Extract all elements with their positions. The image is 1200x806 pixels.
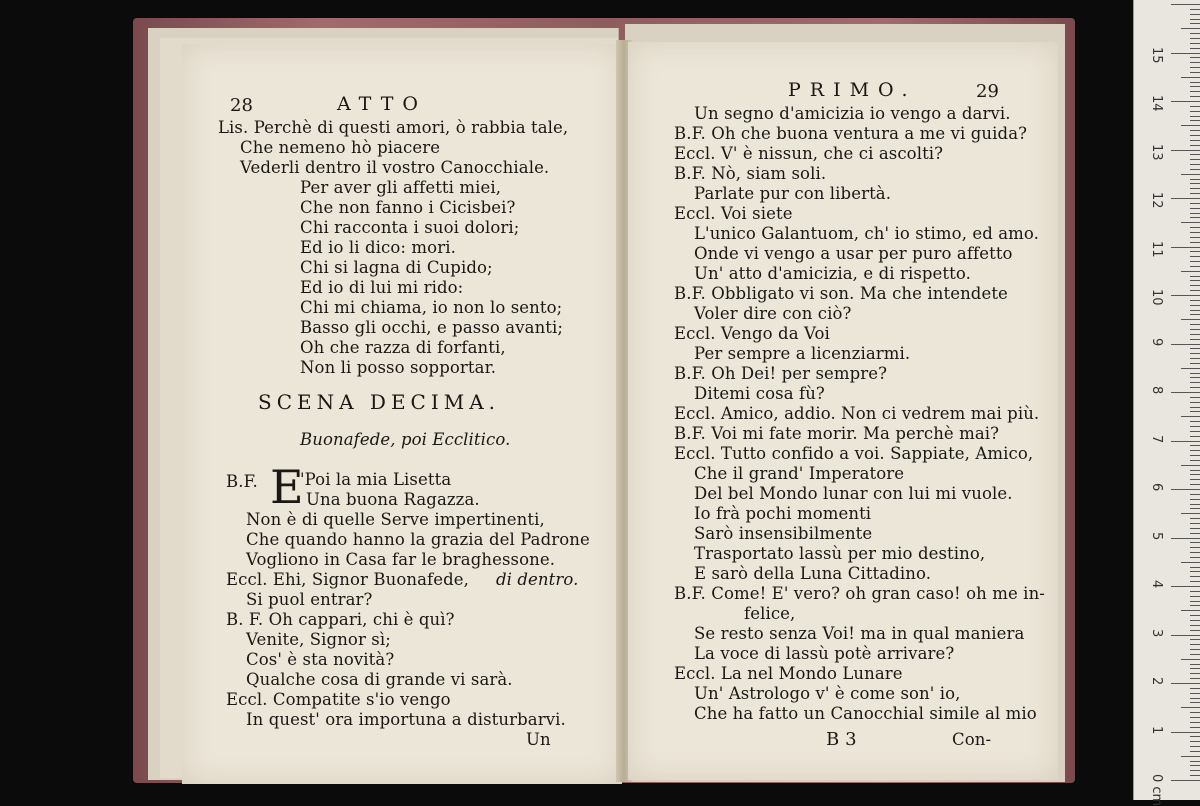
page-number-left: 28: [230, 95, 254, 116]
ruler-tick: [1181, 28, 1200, 29]
ruler-tick: [1190, 722, 1200, 723]
text-line: Voler dire con ciò?: [694, 304, 852, 323]
text-line: B.F. Obbligato vi son. Ma che intendete: [674, 284, 1008, 303]
text-line: B.F. Oh che buona ventura a me vi guida?: [674, 124, 1028, 143]
ruler-tick: [1190, 436, 1200, 437]
ruler-tick: [1190, 470, 1200, 471]
ruler-tick: [1190, 169, 1200, 170]
text-line: Ed io li dico: mori.: [300, 238, 456, 257]
ruler-tick: [1190, 397, 1200, 398]
ruler-label: 8: [1149, 386, 1164, 395]
text-line: Onde vi vengo a usar per puro affetto: [694, 244, 1013, 263]
text-line: Vederli dentro il vostro Canocchiale.: [240, 158, 550, 177]
ruler-tick: [1190, 106, 1200, 107]
ruler-label: 6: [1149, 483, 1164, 492]
ruler-tick: [1190, 314, 1200, 315]
ruler-tick: [1171, 295, 1200, 296]
text-line: Un' atto d'amicizia, e di rispetto.: [694, 264, 971, 283]
ruler-tick: [1190, 630, 1200, 631]
ruler-tick: [1190, 363, 1200, 364]
ruler-tick: [1190, 96, 1200, 97]
ruler-tick: [1190, 460, 1200, 461]
text-line: Vogliono in Casa far le braghessone.: [246, 550, 556, 569]
ruler-tick: [1190, 567, 1200, 568]
ruler-tick: [1190, 217, 1200, 218]
ruler-tick: [1181, 465, 1200, 466]
ruler-tick: [1190, 712, 1200, 713]
running-head-right: PRIMO.: [788, 79, 917, 101]
text-line: Che non fanno i Cicisbei?: [300, 198, 516, 217]
ruler-label: 11: [1149, 240, 1164, 258]
ruler-tick: [1190, 552, 1200, 553]
signature-mark: B 3: [826, 729, 857, 750]
ruler-tick: [1190, 494, 1200, 495]
ruler-tick: [1190, 547, 1200, 548]
ruler-tick: [1190, 508, 1200, 509]
ruler-tick: [1190, 668, 1200, 669]
ruler-tick: [1190, 411, 1200, 412]
text-line: Venite, Signor sì;: [246, 630, 391, 649]
text-line: Lis. Perchè di questi amori, ò rabbia tale,: [218, 118, 569, 137]
ruler-label: 0 cm: [1149, 774, 1164, 806]
ruler-tick: [1181, 562, 1200, 563]
text-line: Qualche cosa di grande vi sarà.: [246, 670, 513, 689]
ruler-tick: [1190, 62, 1200, 63]
ruler-tick: [1181, 659, 1200, 660]
ruler-tick: [1190, 208, 1200, 209]
ruler-tick: [1171, 247, 1200, 248]
ruler-tick: [1190, 450, 1200, 451]
ruler-tick: [1190, 746, 1200, 747]
ruler-tick: [1190, 145, 1200, 146]
ruler-tick: [1181, 125, 1200, 126]
ruler-tick: [1190, 775, 1200, 776]
ruler-tick: [1190, 654, 1200, 655]
ruler-tick: [1171, 780, 1200, 781]
ruler-tick: [1190, 82, 1200, 83]
text-line: Eccl. Ehi, Signor Buonafede,: [226, 570, 469, 589]
ruler-tick: [1190, 57, 1200, 58]
ruler-tick: [1190, 232, 1200, 233]
ruler-tick: [1190, 431, 1200, 432]
ruler-tick: [1190, 426, 1200, 427]
ruler-tick: [1190, 266, 1200, 267]
ruler-tick: [1190, 358, 1200, 359]
text-line: Si puol entrar?: [246, 590, 373, 609]
ruler-tick: [1171, 53, 1200, 54]
ruler-tick: [1190, 499, 1200, 500]
ruler-tick: [1190, 717, 1200, 718]
ruler-tick: [1171, 635, 1200, 636]
scene-characters: Buonafede, poi Ecclitico.: [300, 430, 511, 449]
ruler-tick: [1171, 392, 1200, 393]
ruler-tick: [1190, 310, 1200, 311]
ruler-tick: [1190, 770, 1200, 771]
ruler-tick: [1190, 639, 1200, 640]
speaker-label: B.F.: [226, 472, 258, 491]
text-line: Che ha fatto un Canocchial simile al mio: [694, 704, 1037, 723]
ruler-tick: [1190, 154, 1200, 155]
ruler-tick: [1190, 164, 1200, 165]
ruler-tick: [1190, 601, 1200, 602]
ruler-tick: [1190, 407, 1200, 408]
ruler-tick: [1190, 72, 1200, 73]
stage-direction: di dentro.: [496, 570, 579, 589]
ruler-tick: [1190, 387, 1200, 388]
ruler-tick: [1181, 513, 1200, 514]
ruler-tick: [1181, 707, 1200, 708]
ruler-tick: [1190, 86, 1200, 87]
ruler-tick: [1190, 382, 1200, 383]
ruler-tick: [1190, 741, 1200, 742]
text-line: Eccl. Compatite s'io vengo: [226, 690, 451, 709]
ruler-tick: [1190, 751, 1200, 752]
ruler-tick: [1190, 693, 1200, 694]
text-line: Ditemi cosa fù?: [694, 384, 825, 403]
text-line: Non è di quelle Serve impertinenti,: [246, 510, 545, 529]
ruler-tick: [1190, 213, 1200, 214]
text-line: Una buona Ragazza.: [306, 490, 480, 509]
ruler-tick: [1190, 353, 1200, 354]
ruler-tick: [1190, 484, 1200, 485]
ruler-tick: [1190, 761, 1200, 762]
left-page: [182, 44, 622, 784]
ruler-label: 2: [1149, 677, 1164, 686]
catchword-left: Un: [526, 730, 551, 749]
ruler-label: 15: [1149, 46, 1164, 64]
ruler-tick: [1171, 586, 1200, 587]
ruler-tick: [1190, 455, 1200, 456]
text-line: B.F. Come! E' vero? oh gran caso! oh me in-: [674, 584, 1045, 603]
text-line: Ed io di lui mi rido:: [300, 278, 464, 297]
ruler-tick: [1181, 610, 1200, 611]
ruler-tick: [1190, 615, 1200, 616]
text-line: Eccl. Voi siete: [674, 204, 793, 223]
ruler-tick: [1190, 242, 1200, 243]
ruler-tick: [1190, 280, 1200, 281]
text-line: Sarò insensibilmente: [694, 524, 873, 543]
ruler-tick: [1171, 344, 1200, 345]
text-line: Un segno d'amicizia io vengo a darvi.: [694, 104, 1011, 123]
ruler-tick: [1190, 179, 1200, 180]
ruler-tick: [1181, 368, 1200, 369]
text-line: B. F. Oh cappari, chi è quì?: [226, 610, 455, 629]
ruler-tick: [1190, 702, 1200, 703]
ruler-tick: [1190, 251, 1200, 252]
text-line: Parlate pur con libertà.: [694, 184, 892, 203]
ruler-tick: [1190, 334, 1200, 335]
text-line: Eccl. Amico, addio. Non ci vedrem mai più.: [674, 404, 1040, 423]
ruler-tick: [1190, 305, 1200, 306]
text-line: B.F. Voi mi fate morir. Ma perchè mai?: [674, 424, 1000, 443]
ruler-tick: [1190, 765, 1200, 766]
ruler-tick: [1171, 101, 1200, 102]
ruler-tick: [1190, 290, 1200, 291]
text-line: B.F. Oh Dei! per sempre?: [674, 364, 888, 383]
ruler-tick: [1190, 23, 1200, 24]
text-line: L'unico Galantuom, ch' io stimo, ed amo.: [694, 224, 1040, 243]
ruler-tick: [1190, 285, 1200, 286]
ruler-tick: [1190, 533, 1200, 534]
ruler-tick: [1171, 538, 1200, 539]
ruler-tick: [1181, 416, 1200, 417]
text-line: B.F. Nò, siam soli.: [674, 164, 827, 183]
ruler-label: 14: [1149, 95, 1164, 112]
ruler-tick: [1190, 38, 1200, 39]
ruler-tick: [1190, 557, 1200, 558]
ruler-tick: [1190, 664, 1200, 665]
ruler-tick: [1190, 644, 1200, 645]
ruler-tick: [1190, 140, 1200, 141]
text-line: Per aver gli affetti miei,: [300, 178, 502, 197]
text-line: In quest' ora importuna a disturbarvi.: [246, 710, 566, 729]
text-line: La voce di lassù potè arrivare?: [694, 644, 955, 663]
ruler-tick: [1190, 324, 1200, 325]
ruler-tick: [1190, 276, 1200, 277]
text-line: Per sempre a licenziarmi.: [694, 344, 911, 363]
ruler-tick: [1190, 135, 1200, 136]
ruler-tick: [1190, 479, 1200, 480]
ruler-tick: [1190, 256, 1200, 257]
ruler-label: 5: [1149, 531, 1164, 540]
ruler-tick: [1171, 198, 1200, 199]
text-line: Un' Astrologo v' è come son' io,: [694, 684, 961, 703]
text-line: Se resto senza Voi! ma in qual maniera: [694, 624, 1025, 643]
ruler-tick: [1190, 300, 1200, 301]
ruler-tick: [1190, 625, 1200, 626]
ruler-tick: [1190, 542, 1200, 543]
ruler-tick: [1190, 504, 1200, 505]
ruler-tick: [1190, 698, 1200, 699]
ruler-tick: [1190, 736, 1200, 737]
ruler-tick: [1190, 183, 1200, 184]
text-line: Eccl. La nel Mondo Lunare: [674, 664, 903, 683]
text-line: felice,: [744, 604, 796, 623]
ruler-tick: [1190, 474, 1200, 475]
ruler-tick: [1171, 441, 1200, 442]
running-head-left: ATTO: [337, 93, 427, 115]
ruler-tick: [1190, 605, 1200, 606]
text-line: Oh che razza di forfanti,: [300, 338, 506, 357]
ruler-tick: [1190, 596, 1200, 597]
ruler-tick: [1190, 19, 1200, 20]
text-line: Io frà pochi momenti: [694, 504, 872, 523]
drop-cap: E: [270, 460, 304, 514]
ruler-tick: [1190, 111, 1200, 112]
ruler-tick: [1190, 673, 1200, 674]
ruler-tick: [1171, 489, 1200, 490]
catchword-right: Con-: [952, 730, 992, 749]
ruler-tick: [1190, 421, 1200, 422]
ruler-tick: [1190, 678, 1200, 679]
ruler-tick: [1190, 159, 1200, 160]
ruler-tick: [1190, 237, 1200, 238]
ruler-tick: [1190, 571, 1200, 572]
ruler-tick: [1190, 130, 1200, 131]
ruler-label: 4: [1149, 580, 1164, 589]
text-line: Non li posso sopportar.: [300, 358, 497, 377]
text-line: E sarò della Luna Cittadino.: [694, 564, 932, 583]
text-line: Trasportato lassù per mio destino,: [694, 544, 986, 563]
ruler-tick: [1171, 732, 1200, 733]
ruler-label: 1: [1149, 725, 1164, 734]
text-line: Chi mi chiama, io non lo sento;: [300, 298, 563, 317]
text-line: Eccl. V' è nissun, che ci ascolti?: [674, 144, 944, 163]
ruler-tick: [1181, 77, 1200, 78]
ruler-tick: [1181, 174, 1200, 175]
ruler-tick: [1190, 227, 1200, 228]
ruler-tick: [1190, 9, 1200, 10]
page-number-right: 29: [976, 81, 1000, 102]
ruler-tick: [1190, 523, 1200, 524]
ruler-tick: [1190, 402, 1200, 403]
ruler-label: 3: [1149, 628, 1164, 637]
ruler-label: 9: [1149, 337, 1164, 346]
scene-heading: SCENA DECIMA.: [258, 390, 501, 414]
ruler-tick: [1190, 188, 1200, 189]
ruler-tick: [1190, 91, 1200, 92]
ruler-label: 12: [1149, 192, 1164, 209]
text-line: Cos' è sta novità?: [246, 650, 395, 669]
ruler-tick: [1190, 14, 1200, 15]
ruler-label: 7: [1149, 434, 1164, 443]
text-line: Che il grand' Imperatore: [694, 464, 905, 483]
text-line: Che quando hanno la grazia del Padrone: [246, 530, 590, 549]
ruler-tick: [1171, 150, 1200, 151]
ruler-tick: [1190, 193, 1200, 194]
ruler-tick: [1190, 120, 1200, 121]
ruler-tick: [1190, 518, 1200, 519]
ruler-tick: [1190, 727, 1200, 728]
ruler-tick: [1190, 116, 1200, 117]
text-line: Basso gli occhi, e passo avanti;: [300, 318, 564, 337]
text-line: Che nemeno hò piacere: [240, 138, 441, 157]
ruler-label: 13: [1149, 143, 1164, 161]
ruler-tick: [1190, 591, 1200, 592]
ruler-label: 10: [1149, 289, 1164, 306]
ruler-tick: [1190, 688, 1200, 689]
text-line: Chi si lagna di Cupido;: [300, 258, 493, 277]
text-line: 'Poi la mia Lisetta: [300, 470, 452, 489]
ruler-tick: [1181, 271, 1200, 272]
text-line: Eccl. Tutto confido a voi. Sappiate, Amico,: [674, 444, 1034, 463]
ruler-tick: [1190, 329, 1200, 330]
text-line: Del bel Mondo lunar con lui mi vuole.: [694, 484, 1013, 503]
ruler-tick: [1190, 528, 1200, 529]
ruler-tick: [1190, 67, 1200, 68]
ruler-tick: [1190, 445, 1200, 446]
ruler-tick: [1171, 683, 1200, 684]
ruler-tick: [1190, 203, 1200, 204]
right-page: [628, 42, 1058, 780]
ruler-tick: [1190, 576, 1200, 577]
ruler-tick: [1190, 581, 1200, 582]
ruler-tick: [1190, 348, 1200, 349]
ruler-tick: [1181, 319, 1200, 320]
ruler-tick: [1190, 377, 1200, 378]
ruler-tick: [1181, 222, 1200, 223]
ruler-tick: [1190, 620, 1200, 621]
ruler-tick: [1190, 43, 1200, 44]
ruler-tick: [1190, 649, 1200, 650]
ruler-tick: [1190, 48, 1200, 49]
measuring-ruler: [1133, 0, 1200, 806]
ruler-tick: [1181, 756, 1200, 757]
text-line: Eccl. Vengo da Voi: [674, 324, 830, 343]
ruler-tick: [1171, 4, 1200, 5]
ruler-tick: [1190, 339, 1200, 340]
text-line: Chi racconta i suoi dolori;: [300, 218, 520, 237]
ruler-tick: [1190, 33, 1200, 34]
ruler-tick: [1190, 373, 1200, 374]
ruler-tick: [1190, 261, 1200, 262]
